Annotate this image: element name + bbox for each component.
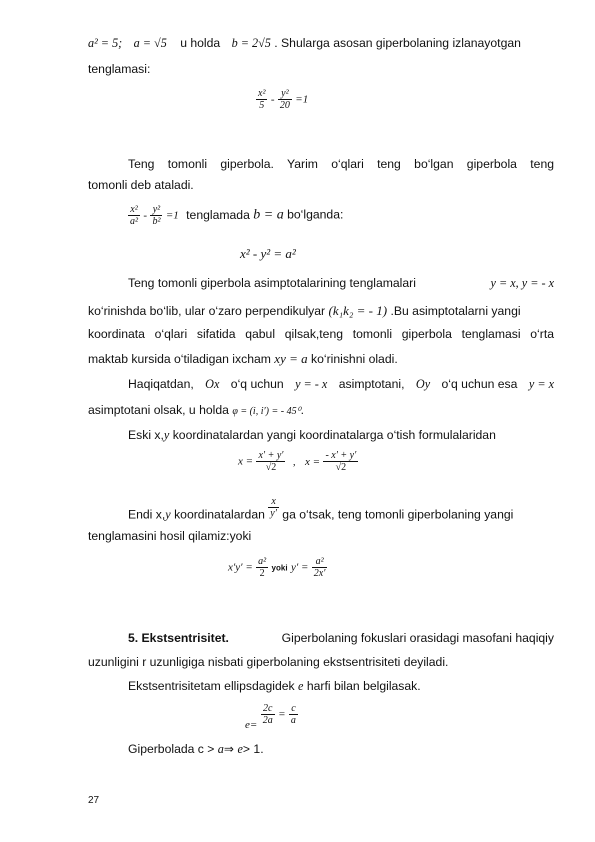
text-p2-line1: Teng tomonli giperbola. Yarim o‘qlari teng bo‘lgan giperbola teng bbox=[128, 157, 554, 171]
equation-eccentricity: e= $\frac{2c}{2a}$ = $\frac{c}{a}$ bbox=[245, 703, 296, 731]
text-p5-line2: asimptotani olsak, u holda φ = (i, i′) = - 45⁰. bbox=[88, 403, 304, 417]
section-heading: 5. Ekstsentrisitet. bbox=[128, 631, 229, 645]
text-p1-line2: tenglamasi: bbox=[88, 62, 151, 76]
text-p4-line3: koordinata o‘qlari sifatida qabul qilsak,teng tomonli giperbola tenglamasi o‘rta bbox=[88, 327, 554, 341]
text-p5-line1: Haqiqatdan, Ox o‘q uchun y = - x asimptotani, Oy o‘q uchun esa y = x bbox=[128, 377, 554, 391]
text-p3: $\frac{\text{x²}}{\text{a²}}$ - $\frac{\text{y²}}{\text{b²}}$ =1 tenglamada b = a bo‘lganda: bbox=[130, 204, 344, 227]
text-p4-line1: Teng tomonli giperbola asimptotalarining tenglamalari y = x, y = - x bbox=[128, 276, 554, 290]
text-p2-line2: tomonli deb ataladi. bbox=[88, 178, 194, 192]
equation-hyperbola: $\frac{\text{x²}}{5}$ - $\frac{\text{y²}}{20}$ =1 bbox=[258, 88, 309, 111]
text-p4-line2: ko‘rinishda bo‘lib, ular o‘zaro perpendikulyar (k₁k₂ = - 1) .Bu asimptotalarni yangi bbox=[88, 303, 521, 318]
text-p6: Eski x,y koordinatalardan yangi koordinatalarga o‘tish formulalaridan bbox=[128, 428, 496, 442]
text-p9: Giperbolada c > a⇒ e> 1. bbox=[128, 742, 264, 756]
text-p8-line3: Ekstsentrisitetam ellipsdagidek e harfi bilan belgilasak. bbox=[128, 679, 421, 693]
text-p7-line1: Endi x,y koordinatalardan $\frac{x}{y'}$ ga o‘tsak, teng tomonli giperbolaning yangi bbox=[128, 496, 514, 522]
equation-transform: x = $\frac{x' + y'}{√2}$ , x = $\frac{- x' + y'}{√2}$ bbox=[238, 450, 357, 473]
formula-a-squared: a² = 5; bbox=[88, 36, 123, 50]
formula-b: b = 2√5 bbox=[231, 36, 271, 50]
equation-equilateral: x² - y² = a² bbox=[240, 246, 296, 261]
text-p8-line1: 5. Ekstsentrisitet. Giperbolaning fokuslari orasidagi masofani haqiqiy bbox=[128, 631, 554, 645]
equation-new-form: x′y′ = $\frac{\text{a²}}{2}$ yoki y′ = $\frac{\text{a²}}{2x'}$ bbox=[228, 556, 326, 579]
text-p7-line2: tenglamasini hosil qilamiz:yoki bbox=[88, 529, 252, 543]
text-p1-rest: . Shularga asosan giperbolaning izlanayotgan bbox=[274, 36, 521, 50]
page-number: 27 bbox=[88, 795, 100, 806]
formula-a: a = √5 bbox=[133, 36, 167, 50]
text-p8-line2: uzunligini r uzunligiga nisbati giperbolaning ekstsentrisiteti deyiladi. bbox=[88, 655, 449, 669]
text-u-holda: u holda bbox=[180, 36, 221, 50]
text-p4-line4: maktab kursida o‘tiladigan ixcham xy = a ko‘rinishni oladi. bbox=[88, 351, 398, 366]
